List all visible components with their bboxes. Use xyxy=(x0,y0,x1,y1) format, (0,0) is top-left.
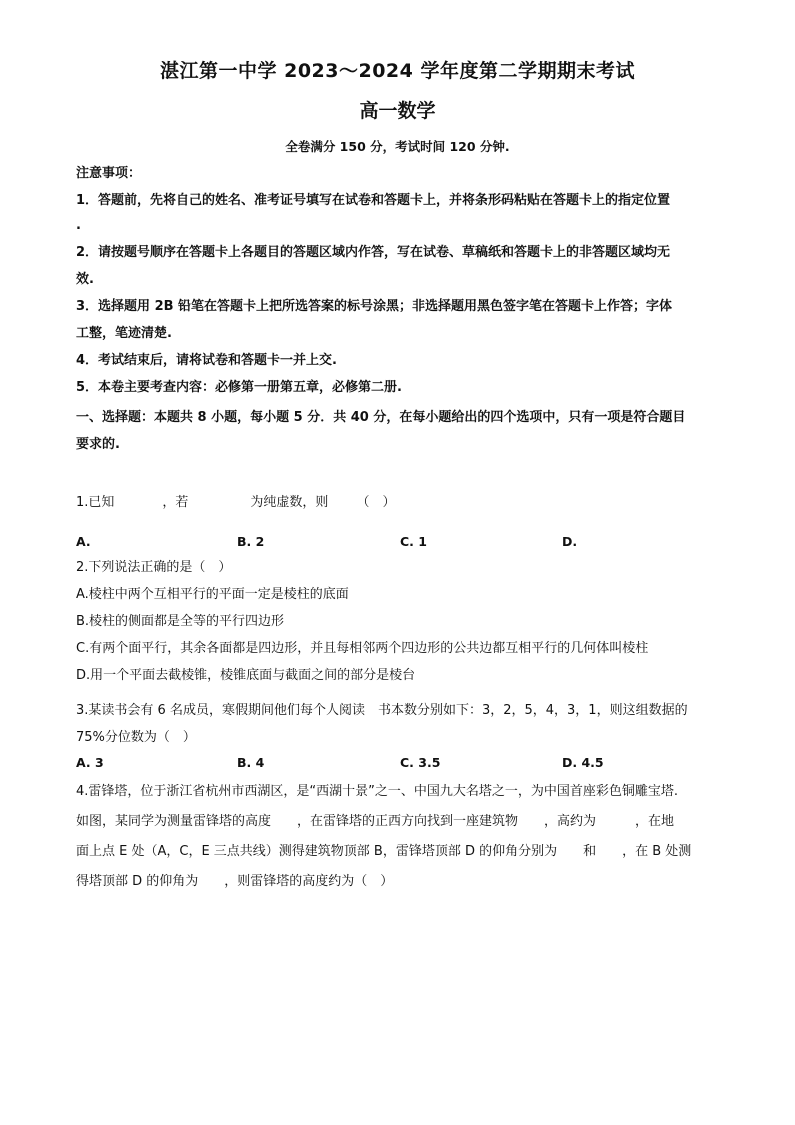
q1-part: 为纯虚数，则 xyxy=(250,495,329,510)
section-heading xyxy=(76,404,726,458)
question-3-stem: 75%分位数为（ ） xyxy=(76,730,196,745)
option-c: C. 1 xyxy=(400,534,427,549)
question-4-line: 面上点 E 处（A，C，E 三点共线）测得建筑物顶部 B，雷锋塔顶部 D 的仰角分别为 和 ，在 B 处测 xyxy=(76,844,692,859)
notes-line: 3．选择题用 2B 铅笔在答题卡上把所选答案的标号涂黑；非选择题用黑色签字笔在答题卡上作答；字体 xyxy=(76,299,673,314)
question-3-stem: 3.某读书会有 6 名成员，寒假期间他们每个人阅读 书本数分别如下：3，2，5，4，3，1，则这组数据的 xyxy=(76,703,688,718)
question-3 xyxy=(76,697,726,751)
section-line: 要求的. xyxy=(76,437,120,452)
option-b: B. 2 xyxy=(237,534,265,549)
question-4-line: 4.雷锋塔，位于浙江省杭州市西湖区，是“西湖十景”之一、中国九大名塔之一，为中国首座彩色铜雕宝塔. xyxy=(76,784,679,799)
question-2-stem: 2.下列说法正确的是（ ） xyxy=(76,560,232,575)
q1-part: （ ） xyxy=(356,495,396,510)
notes-line: 效. xyxy=(76,272,94,287)
question-1-stem xyxy=(76,491,736,510)
option-b: B.棱柱的侧面都是全等的平行四边形 xyxy=(76,614,285,629)
exam-subject: 高一数学 xyxy=(359,100,436,122)
q1-part: 1.已知 xyxy=(76,495,115,510)
notes-line: . xyxy=(76,218,81,233)
option-d: D. xyxy=(562,534,578,549)
notes-line: 1．答题前，先将自己的姓名、准考证号填写在试卷和答题卡上，并将条形码粘贴在答题卡上的指定位置 xyxy=(76,193,671,208)
question-4 xyxy=(76,777,726,897)
notes-line: 5．本卷主要考查内容：必修第一册第五章，必修第二册. xyxy=(76,380,402,395)
question-2 xyxy=(76,554,726,689)
option-b: B. 4 xyxy=(237,755,265,770)
q1-part: ，若 xyxy=(162,495,189,510)
notes-heading: 注意事项： xyxy=(76,166,142,181)
notes-line: 4．考试结束后，请将试卷和答题卡一并上交. xyxy=(76,353,337,368)
notes-line: 工整，笔迹清楚. xyxy=(76,326,172,341)
option-c: C.有两个面平行，其余各面都是四边形，并且每相邻两个四边形的公共边都互相平行的几何体叫棱柱 xyxy=(76,641,649,656)
option-c: C. 3.5 xyxy=(400,755,441,770)
option-a: A. xyxy=(76,534,91,549)
option-d: D. 4.5 xyxy=(562,755,604,770)
question-4-line: 如图，某同学为测量雷锋塔的高度 ，在雷锋塔的正西方向找到一座建筑物 ，高约为 ，在地 xyxy=(76,814,675,829)
exam-title: 湛江第一中学 2023～2024 学年度第二学期期末考试 xyxy=(160,60,635,82)
option-d: D.用一个平面去截棱锥，棱锥底面与截面之间的部分是棱台 xyxy=(76,668,416,683)
section-line: 一、选择题：本题共 8 小题，每小题 5 分．共 40 分，在每小题给出的四个选项中，只有一项是符合题目 xyxy=(76,410,686,425)
notes-section xyxy=(76,160,726,401)
option-a: A. 3 xyxy=(76,755,104,770)
option-a: A.棱柱中两个互相平行的平面一定是棱柱的底面 xyxy=(76,587,349,602)
notes-line: 2．请按题号顺序在答题卡上各题目的答题区域内作答，写在试卷、草稿纸和答题卡上的非答题区域均无 xyxy=(76,245,671,260)
exam-meta: 全卷满分 150 分，考试时间 120 分钟. xyxy=(285,139,510,154)
question-4-line: 得塔顶部 D 的仰角为 ，则雷锋塔的高度约为（ ） xyxy=(76,874,394,889)
